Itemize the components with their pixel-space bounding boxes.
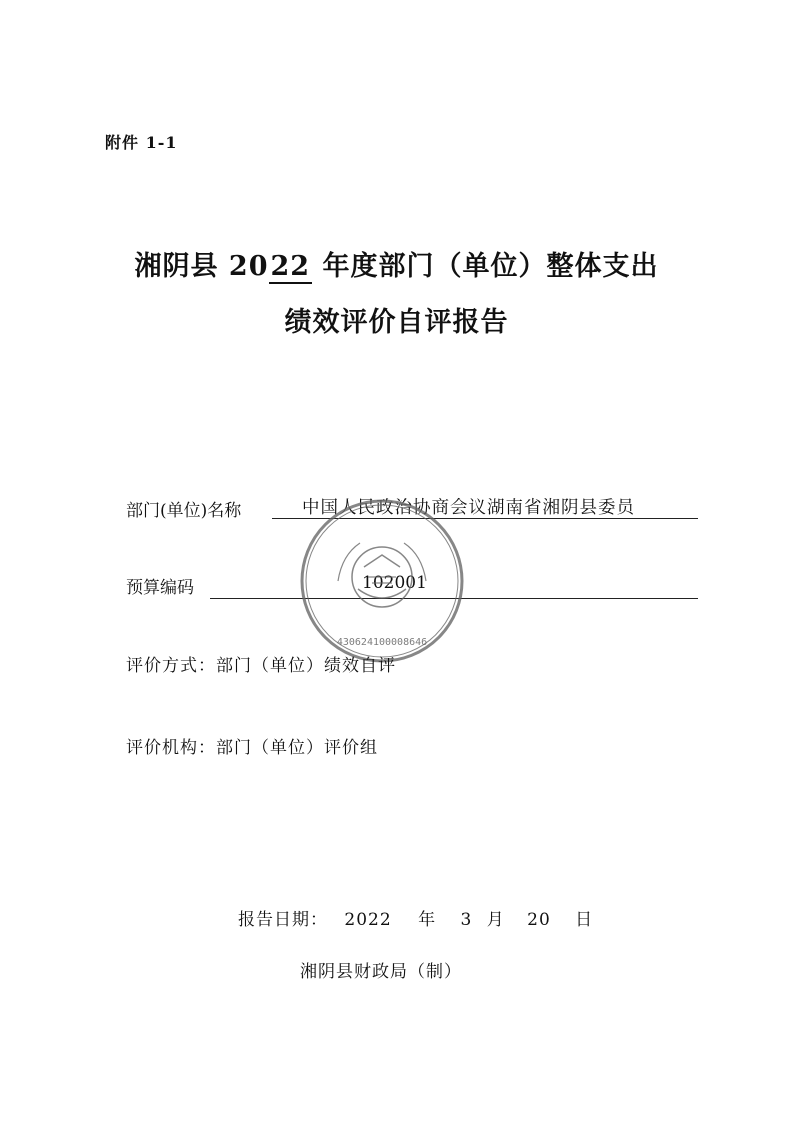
budget-code-label: 预算编码 — [126, 578, 194, 598]
title-suffix: 年度部门（单位）整体支出 — [312, 251, 659, 282]
seal-code: 430624100008646 — [336, 637, 428, 648]
title-prefix: 湘阴县 20 — [134, 251, 269, 282]
report-month: 3 — [460, 910, 473, 930]
report-date — [238, 905, 593, 930]
report-year: 2022 — [344, 910, 392, 930]
report-year-unit: 年 — [418, 910, 437, 930]
budget-code-value: 102001 — [362, 573, 427, 593]
report-title-line2: 绩效评价自评报告 — [284, 307, 509, 338]
report-date-label: 报告日期： — [238, 910, 328, 930]
dept-name-label: 部门(单位)名称 — [126, 501, 242, 521]
official-seal-stamp — [298, 497, 466, 665]
report-day: 20 — [527, 910, 551, 930]
report-title-line1 — [0, 244, 793, 284]
report-day-unit: 日 — [575, 910, 594, 930]
title-year: 22 — [270, 251, 311, 282]
eval-mode: 评价方式：部门（单位）绩效自评 — [126, 656, 396, 676]
report-month-unit: 月 — [486, 910, 505, 930]
issuer-line: 湘阴县财政局（制） — [300, 962, 462, 982]
attachment-label: 附件 1-1 — [105, 133, 178, 152]
dept-name-value: 中国人民政治协商会议湖南省湘阴县委员 — [302, 498, 635, 518]
eval-org: 评价机构：部门（单位）评价组 — [126, 738, 378, 758]
